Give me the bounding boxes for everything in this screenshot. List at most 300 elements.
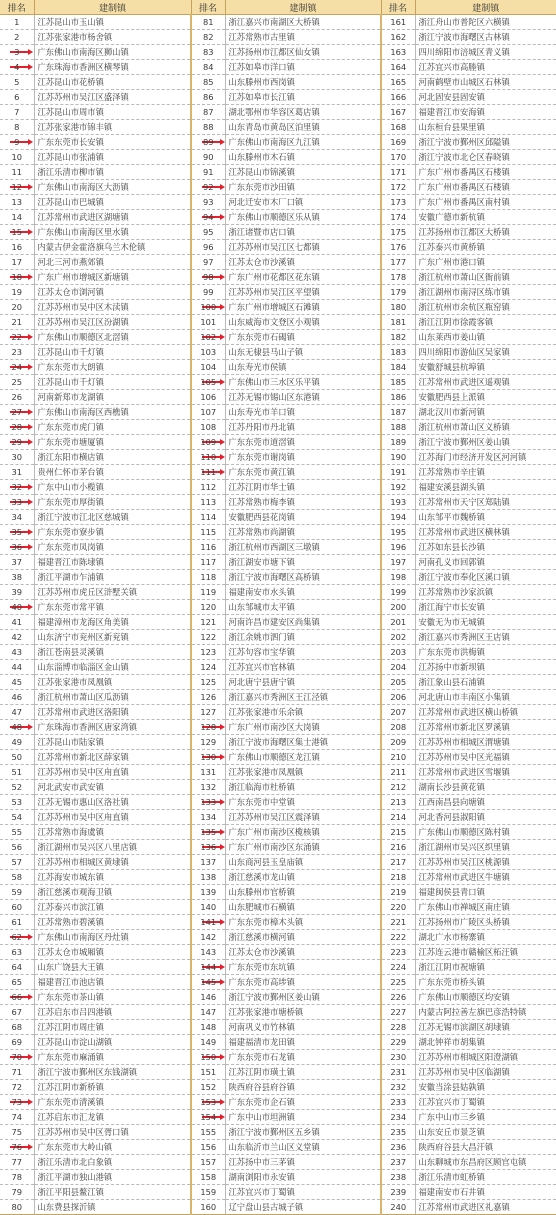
table-row (0, 1200, 556, 1215)
town-name-cell: 广东东莞市桥头镇 (415, 975, 556, 990)
rank-number: 200 (390, 602, 407, 612)
rank-number: 87 (202, 107, 214, 117)
rank-cell (0, 1035, 34, 1050)
table-row (0, 225, 556, 240)
table-row (0, 30, 556, 45)
rank-number: 114 (200, 512, 217, 522)
rank-cell (381, 570, 415, 585)
rank-cell (0, 945, 34, 960)
rank-cell (0, 585, 34, 600)
town-name-cell: 江苏常州市新北区罗溪镇 (415, 720, 556, 735)
town-name-cell: 浙江湖州市吴兴区织里镇 (415, 840, 556, 855)
rank-number: 42 (11, 632, 23, 642)
town-name-cell: 广东东莞市石碣镇 (225, 330, 381, 345)
town-name-cell: 浙江宁波市海曙区集士港镇 (225, 735, 381, 750)
town-name-cell: 广东佛山市南海区丹灶镇 (34, 930, 191, 945)
town-name-cell: 安徽肥西县花岗镇 (225, 510, 381, 525)
rank-cell (0, 630, 34, 645)
rank-cell (381, 855, 415, 870)
town-name-cell: 浙江余姚市泗门镇 (225, 630, 381, 645)
town-name-cell: 广东佛山市南海区九江镇 (225, 135, 381, 150)
rank-number: 27 (11, 407, 23, 417)
rank-number: 198 (390, 572, 407, 582)
rank-number: 55 (11, 827, 23, 837)
rank-cell (381, 735, 415, 750)
rank-number: 119 (200, 587, 217, 597)
rank-cell (191, 900, 225, 915)
rank-number: 111 (200, 467, 217, 477)
town-name-cell: 安徽广德市新杭镇 (415, 210, 556, 225)
rank-cell (381, 1020, 415, 1035)
town-name-cell: 浙江舟山市普陀区六横镇 (415, 15, 556, 30)
rank-number: 162 (390, 32, 407, 42)
rank-number: 122 (200, 632, 217, 642)
rank-cell (191, 375, 225, 390)
town-name-cell: 山东邹城市太平镇 (225, 600, 381, 615)
table-row (0, 405, 556, 420)
rank-number: 175 (390, 227, 407, 237)
rank-cell (191, 975, 225, 990)
rank-cell (191, 1080, 225, 1095)
town-name-cell: 湖北鄂州市华容区葛店镇 (225, 105, 381, 120)
town-name-cell: 江苏连云港市赣榆区柘汪镇 (415, 945, 556, 960)
rank-cell (381, 435, 415, 450)
rank-cell (0, 435, 34, 450)
town-name-cell: 广东东莞市石龙镇 (225, 1050, 381, 1065)
rank-number: 127 (200, 707, 217, 717)
rank-cell (191, 690, 225, 705)
rank-cell (191, 180, 225, 195)
rank-cell (191, 225, 225, 240)
town-name-cell: 山东聊城市东昌府区顾官屯镇 (415, 1155, 556, 1170)
rank-number: 86 (202, 92, 214, 102)
rank-cell (191, 1035, 225, 1050)
rank-number: 81 (202, 17, 214, 27)
rank-number: 223 (390, 947, 407, 957)
town-name-cell: 广东东莞市大岭山镇 (34, 1140, 191, 1155)
table-row (0, 1035, 556, 1050)
rank-cell (381, 690, 415, 705)
rank-cell (191, 795, 225, 810)
rank-number: 52 (11, 782, 23, 792)
town-name-cell: 浙江慈溪市横河镇 (225, 930, 381, 945)
town-name-cell: 山东滕州市木石镇 (225, 150, 381, 165)
rank-cell (0, 390, 34, 405)
town-name-cell: 广东佛山市顺德区乐从镇 (225, 210, 381, 225)
town-name-cell: 山东桓台县果里镇 (415, 120, 556, 135)
header-town-col-3: 建制镇 (415, 0, 556, 15)
town-name-cell: 浙江宁波市鄞州区姜山镇 (225, 990, 381, 1005)
table-row (0, 840, 556, 855)
table-row (0, 1185, 556, 1200)
town-name-cell: 江苏苏州市吴江区七都镇 (225, 240, 381, 255)
table-row (0, 810, 556, 825)
rank-number: 26 (11, 392, 23, 402)
table-row (0, 525, 556, 540)
town-name-cell: 浙江杭州市萧山区衙前镇 (415, 270, 556, 285)
town-name-cell: 江苏扬中市三茅镇 (225, 1155, 381, 1170)
rank-number: 13 (11, 197, 23, 207)
town-name-cell: 陕西府谷县大昌汗镇 (415, 1140, 556, 1155)
rank-number: 240 (390, 1202, 407, 1212)
town-name-cell: 安徽当涂县姑孰镇 (415, 1080, 556, 1095)
town-name-cell: 江苏无锡市惠山区洛社镇 (34, 795, 191, 810)
rank-cell (191, 945, 225, 960)
table-row (0, 660, 556, 675)
rank-number: 239 (390, 1187, 407, 1197)
table-row (0, 90, 556, 105)
rank-number: 60 (11, 902, 23, 912)
town-name-cell: 江苏江阴市华士镇 (225, 480, 381, 495)
rank-cell (0, 1080, 34, 1095)
rank-cell (191, 885, 225, 900)
rank-cell (0, 240, 34, 255)
rank-cell (0, 750, 34, 765)
town-name-cell: 广东广州市番禺区石楼镇 (415, 180, 556, 195)
town-name-cell: 辽宁盘山县古城子镇 (225, 1200, 381, 1215)
rank-cell (0, 495, 34, 510)
rank-number: 5 (14, 77, 20, 87)
rank-cell (0, 300, 34, 315)
town-name-cell: 江苏宜兴市丁蜀镇 (415, 1095, 556, 1110)
rank-number: 202 (390, 632, 407, 642)
town-name-cell: 广东东莞市谢岗镇 (225, 450, 381, 465)
town-name-cell: 浙江平湖市乍浦镇 (34, 570, 191, 585)
town-name-cell: 浙江宁波市北仑区春晓镇 (415, 150, 556, 165)
town-name-cell: 江苏常州市武进区横山桥镇 (415, 705, 556, 720)
rank-cell (0, 465, 34, 480)
rank-cell (381, 1065, 415, 1080)
town-name-cell: 浙江平湖市独山港镇 (34, 1170, 191, 1185)
rank-cell (381, 885, 415, 900)
rank-cell (0, 1110, 34, 1125)
town-name-cell: 安徽肥西县上派镇 (415, 390, 556, 405)
rank-cell (0, 540, 34, 555)
town-name-cell: 江苏丹阳市丹北镇 (225, 420, 381, 435)
table-row (0, 420, 556, 435)
rank-cell (381, 600, 415, 615)
town-name-cell: 江苏昆山市千灯镇 (34, 345, 191, 360)
town-name-cell: 广东东莞市洪梅镇 (415, 645, 556, 660)
rank-cell (191, 525, 225, 540)
rank-cell (0, 525, 34, 540)
rank-number: 165 (390, 77, 407, 87)
rank-cell (191, 30, 225, 45)
town-name-cell: 江苏宜兴市官林镇 (225, 660, 381, 675)
rank-cell (381, 870, 415, 885)
table-row (0, 240, 556, 255)
rank-cell (191, 660, 225, 675)
table-row (0, 210, 556, 225)
rank-number: 12 (11, 182, 23, 192)
town-name-cell: 浙江象山县石浦镇 (415, 675, 556, 690)
town-name-cell: 河北三河市燕郊镇 (34, 255, 191, 270)
rank-number: 226 (390, 992, 407, 1002)
town-name-cell: 广东东莞市厚街镇 (34, 495, 191, 510)
table-row (0, 345, 556, 360)
rank-cell (381, 990, 415, 1005)
rank-number: 171 (390, 167, 407, 177)
rank-number: 80 (11, 1202, 23, 1212)
town-name-cell: 江苏昆山市淀山湖镇 (34, 1035, 191, 1050)
rank-cell (381, 960, 415, 975)
town-name-cell: 江西南昌县向塘镇 (415, 795, 556, 810)
rank-number: 54 (11, 812, 23, 822)
rank-number: 221 (390, 917, 407, 927)
rank-cell (381, 390, 415, 405)
table-row (0, 870, 556, 885)
town-name-cell: 河南鹤壁市山城区石林镇 (415, 75, 556, 90)
town-name-cell: 江苏无锡市滨湖区胡埭镇 (415, 1020, 556, 1035)
rank-cell (0, 270, 34, 285)
rank-cell (381, 645, 415, 660)
rank-cell (381, 75, 415, 90)
rank-cell (191, 1020, 225, 1035)
town-name-cell: 江苏常州市武进区湖塘镇 (34, 210, 191, 225)
table-row (0, 1095, 556, 1110)
rank-number: 85 (202, 77, 214, 87)
town-name-cell: 江苏张家港市凤凰镇 (34, 675, 191, 690)
rank-number: 145 (200, 977, 217, 987)
town-name-cell: 江苏常州市武进区礼嘉镇 (415, 1200, 556, 1215)
town-name-cell: 广东东莞市东坑镇 (225, 960, 381, 975)
rank-cell (0, 75, 34, 90)
rank-number: 217 (390, 857, 407, 867)
table-row (0, 675, 556, 690)
rank-number: 159 (200, 1187, 217, 1197)
town-name-cell: 江苏江阴市新桥镇 (34, 1080, 191, 1095)
rank-cell (0, 30, 34, 45)
town-name-cell: 江苏苏州市吴中区临湖镇 (415, 1065, 556, 1080)
rank-number: 141 (200, 917, 217, 927)
rank-cell (191, 705, 225, 720)
rank-number: 73 (11, 1097, 23, 1107)
table-row (0, 945, 556, 960)
town-name-cell: 江苏海安市城东镇 (34, 870, 191, 885)
rank-number: 44 (11, 662, 23, 672)
rank-cell (191, 60, 225, 75)
rank-number: 105 (200, 377, 217, 387)
rank-number: 103 (200, 347, 217, 357)
rank-number: 167 (390, 107, 407, 117)
town-name-cell: 江苏宜兴市丁蜀镇 (225, 1185, 381, 1200)
rank-cell (191, 915, 225, 930)
rank-cell (0, 420, 34, 435)
rank-cell (191, 360, 225, 375)
rank-number: 199 (390, 587, 407, 597)
town-name-cell: 浙江江阴市徐霞客镇 (415, 315, 556, 330)
rank-cell (381, 510, 415, 525)
rank-number: 2 (14, 32, 20, 42)
rank-cell (191, 165, 225, 180)
town-name-cell: 浙江嘉兴市秀洲区王江泾镇 (225, 690, 381, 705)
rank-cell (191, 960, 225, 975)
rank-number: 1 (14, 17, 20, 27)
rank-cell (381, 210, 415, 225)
town-name-cell: 山东寿光市羊口镇 (225, 405, 381, 420)
table-row (0, 495, 556, 510)
header-rank-col-3: 排名 (381, 0, 415, 15)
rank-number: 166 (390, 92, 407, 102)
rank-cell (0, 810, 34, 825)
rank-cell (381, 60, 415, 75)
rank-number: 34 (11, 512, 23, 522)
town-name-cell: 广东东莞市大朗镇 (34, 360, 191, 375)
rank-number: 45 (11, 677, 23, 687)
rank-number: 64 (11, 962, 23, 972)
rank-cell (381, 45, 415, 60)
town-name-cell: 江苏苏州市吴江区平望镇 (225, 285, 381, 300)
town-name-cell: 浙江诸暨市店口镇 (225, 225, 381, 240)
town-name-cell: 浙江慈溪市观海卫镇 (34, 885, 191, 900)
rank-cell (381, 1095, 415, 1110)
rank-cell (381, 405, 415, 420)
rank-number: 176 (390, 242, 407, 252)
town-name-cell: 江苏常州市天宁区郑陆镇 (415, 495, 556, 510)
rank-cell (0, 450, 34, 465)
rank-number: 37 (11, 557, 23, 567)
town-name-cell: 河南巩义市竹林镇 (225, 1020, 381, 1035)
table-row (0, 855, 556, 870)
rank-cell (0, 780, 34, 795)
rank-cell (191, 300, 225, 315)
rank-number: 11 (11, 167, 23, 177)
rank-cell (191, 930, 225, 945)
town-name-cell: 江苏江阴市璜土镇 (225, 1065, 381, 1080)
rank-number: 196 (390, 542, 407, 552)
town-name-cell: 广东佛山市顺德区陈村镇 (415, 825, 556, 840)
rank-number: 79 (11, 1187, 23, 1197)
rank-cell (0, 1050, 34, 1065)
rank-cell (0, 570, 34, 585)
rank-cell (191, 735, 225, 750)
rank-cell (191, 510, 225, 525)
rank-number: 132 (200, 782, 217, 792)
town-name-cell: 广东东莞市塘厦镇 (34, 435, 191, 450)
rank-number: 187 (390, 407, 407, 417)
rank-cell (0, 1185, 34, 1200)
rank-number: 209 (390, 737, 407, 747)
rank-cell (381, 120, 415, 135)
rank-cell (381, 1005, 415, 1020)
town-name-cell: 山东滕州市官桥镇 (225, 885, 381, 900)
rank-number: 91 (202, 167, 214, 177)
town-name-cell: 江苏苏州市吴江区桃源镇 (415, 855, 556, 870)
rank-number: 191 (390, 467, 407, 477)
rank-cell (381, 1125, 415, 1140)
rank-cell (381, 585, 415, 600)
town-name-cell: 浙江临海市杜桥镇 (225, 780, 381, 795)
rank-number: 225 (390, 977, 407, 987)
rank-number: 58 (11, 872, 23, 882)
rank-cell (191, 1140, 225, 1155)
town-name-cell: 江苏苏州市吴江区盛泽镇 (34, 90, 191, 105)
table-row (0, 255, 556, 270)
rank-cell (0, 375, 34, 390)
rank-number: 90 (202, 152, 214, 162)
rank-cell (191, 270, 225, 285)
rank-cell (381, 555, 415, 570)
rank-cell (191, 465, 225, 480)
rank-number: 228 (390, 1022, 407, 1032)
town-name-cell: 江苏常州市武进区横林镇 (415, 525, 556, 540)
rank-cell (0, 855, 34, 870)
town-name-cell: 江苏太仓市城厢镇 (34, 945, 191, 960)
town-name-cell: 江苏常熟市尚湖镇 (225, 525, 381, 540)
rank-number: 59 (11, 887, 23, 897)
rank-cell (191, 645, 225, 660)
town-name-cell: 陕西府谷县府谷镇 (225, 1080, 381, 1095)
rank-cell (381, 810, 415, 825)
rank-number: 88 (202, 122, 214, 132)
rank-number: 211 (390, 767, 407, 777)
rank-cell (381, 165, 415, 180)
town-name-cell: 江苏昆山市巴城镇 (34, 195, 191, 210)
rank-number: 229 (390, 1037, 407, 1047)
rank-number: 218 (390, 872, 407, 882)
rank-number: 23 (11, 347, 23, 357)
table-row (0, 540, 556, 555)
rank-number: 74 (11, 1112, 23, 1122)
town-name-cell: 江苏昆山市锦溪镇 (225, 165, 381, 180)
rank-number: 18 (11, 272, 23, 282)
rank-number: 98 (202, 272, 214, 282)
town-name-cell: 江苏昆山市陆家镇 (34, 735, 191, 750)
town-name-cell: 广东佛山市顺德区龙江镇 (225, 750, 381, 765)
rank-number: 236 (390, 1142, 407, 1152)
rank-cell (0, 15, 34, 30)
town-name-cell: 江苏张家港市凤凰镇 (225, 765, 381, 780)
town-name-cell: 山东无棣县马山子镇 (225, 345, 381, 360)
rank-number: 184 (390, 362, 407, 372)
rank-cell (0, 120, 34, 135)
rank-number: 69 (11, 1037, 23, 1047)
rank-cell (191, 840, 225, 855)
rank-cell (0, 1005, 34, 1020)
rank-cell (191, 45, 225, 60)
rank-number: 151 (200, 1067, 217, 1077)
town-name-cell: 广东广州市番禺区石楼镇 (415, 165, 556, 180)
rank-number: 231 (390, 1067, 407, 1077)
table-row (0, 825, 556, 840)
rank-number: 40 (11, 602, 23, 612)
table-row (0, 1050, 556, 1065)
town-name-cell: 山东青岛市黄岛区泊里镇 (225, 120, 381, 135)
rank-number: 63 (11, 947, 23, 957)
rank-cell (0, 195, 34, 210)
rank-cell (191, 825, 225, 840)
rank-number: 96 (202, 242, 214, 252)
rank-cell (0, 720, 34, 735)
town-name-cell: 广东佛山市三水区乐平镇 (225, 375, 381, 390)
rank-cell (381, 180, 415, 195)
rank-cell (381, 105, 415, 120)
rank-cell (191, 675, 225, 690)
table-row (0, 990, 556, 1005)
rank-number: 6 (14, 92, 20, 102)
town-name-cell: 广东佛山市顺德区北滘镇 (34, 330, 191, 345)
rank-cell (0, 840, 34, 855)
header-town-col-2: 建制镇 (225, 0, 381, 15)
header-rank-col-2: 排名 (191, 0, 225, 15)
rank-number: 186 (390, 392, 407, 402)
town-name-cell: 福建晋江市池店镇 (34, 975, 191, 990)
table-row (0, 75, 556, 90)
rank-number: 234 (390, 1112, 407, 1122)
rank-cell (191, 1095, 225, 1110)
rank-number: 19 (11, 287, 23, 297)
town-name-cell: 广东东莞市常平镇 (34, 600, 191, 615)
